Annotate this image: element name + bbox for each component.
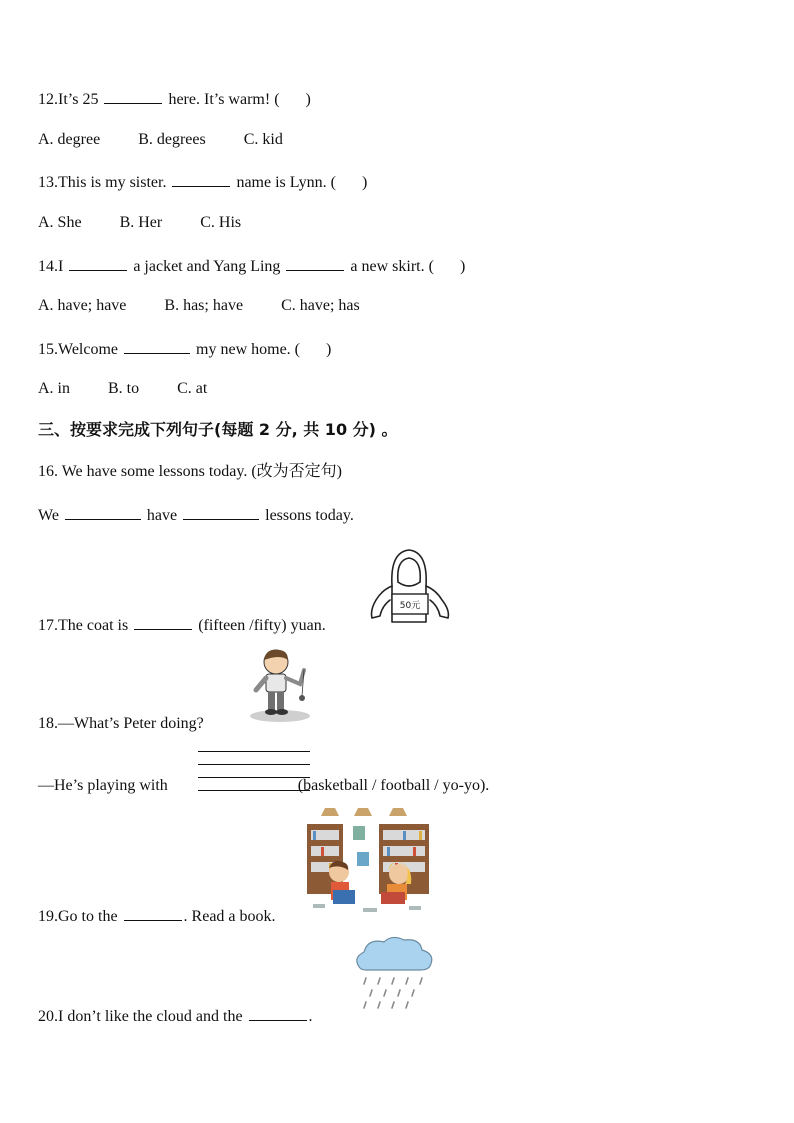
question-number: 19. — [38, 908, 58, 925]
question-text: Welcome — [58, 341, 123, 358]
question-17 — [38, 614, 326, 636]
option-a[interactable]: A. degree — [38, 131, 101, 148]
question-number: 16. — [38, 463, 62, 480]
question-number: 20. — [38, 1008, 58, 1025]
answer-blank[interactable] — [134, 614, 192, 630]
answer-blank[interactable] — [172, 171, 230, 187]
price-tag: 50元 — [399, 601, 421, 611]
options-13 — [38, 213, 279, 233]
answer-blank[interactable] — [124, 338, 190, 354]
question-text: . Read a book. — [183, 908, 276, 925]
question-18 — [38, 714, 204, 734]
question-number: 14. — [38, 258, 58, 275]
question-text: name is Lynn. ( — [232, 174, 336, 191]
answer-blank[interactable] — [104, 88, 162, 104]
answer-blank[interactable] — [249, 1005, 307, 1021]
question-text: a new skirt. ( — [346, 258, 434, 275]
option-b[interactable]: B. to — [108, 380, 140, 397]
answer-blank[interactable] — [65, 504, 141, 520]
question-text: The coat is — [58, 617, 133, 634]
answer-text: —He’s playing with — [38, 777, 172, 794]
question-text: This is my sister. — [58, 174, 171, 191]
option-c[interactable]: C. at — [177, 380, 208, 397]
option-c[interactable]: C. have; has — [281, 297, 360, 314]
question-text: It’s 25 — [58, 91, 103, 108]
option-c[interactable]: C. His — [200, 214, 242, 231]
question-text: ) — [326, 341, 332, 358]
question-16 — [38, 462, 342, 482]
answer-text: (basketball / football / yo-yo). — [293, 777, 490, 794]
options-15 — [38, 379, 245, 399]
question-19 — [38, 905, 276, 927]
answer-blank[interactable] — [69, 255, 127, 271]
answer-blank[interactable] — [286, 255, 344, 271]
question-number: 18. — [38, 715, 58, 732]
question-text: ) — [459, 258, 466, 275]
answer-blank[interactable] — [183, 504, 259, 520]
question-12 — [38, 88, 311, 110]
question-text: ) — [362, 174, 368, 191]
answer-16 — [38, 504, 354, 526]
question-text: Go to the — [58, 908, 122, 925]
question-text: here. It’s warm! ( — [164, 91, 280, 108]
answer-text: have — [142, 507, 182, 524]
question-text: my new home. ( — [192, 341, 300, 358]
question-text: (fifteen /fifty) yuan. — [194, 617, 326, 634]
question-20 — [38, 1005, 313, 1027]
option-b[interactable]: B. Her — [119, 214, 163, 231]
question-text: I don’t like the cloud and the — [58, 1008, 247, 1025]
option-a[interactable]: A. in — [38, 380, 70, 397]
option-a[interactable]: A. have; have — [38, 297, 127, 314]
boy-yoyo-illustration — [244, 646, 314, 724]
question-15 — [38, 338, 331, 360]
option-c[interactable]: C. kid — [243, 131, 283, 148]
section-3-heading: 三、按要求完成下列句子(每题 2 分, 共 10 分) 。 — [38, 420, 398, 439]
question-number: 17. — [38, 617, 58, 634]
question-number: 12. — [38, 91, 58, 108]
answer-18 — [38, 776, 489, 796]
option-b[interactable]: B. has; have — [164, 297, 244, 314]
question-14 — [38, 255, 465, 277]
question-number: 15. — [38, 341, 58, 358]
answer-text: We — [38, 507, 63, 524]
question-text: We have some lessons today. (改为否定句) — [61, 463, 343, 480]
options-12 — [38, 130, 321, 150]
answer-blank[interactable] — [124, 905, 182, 921]
question-13 — [38, 171, 367, 193]
option-b[interactable]: B. degrees — [138, 131, 206, 148]
question-text: . — [308, 1008, 313, 1025]
question-text: ) — [305, 91, 311, 108]
option-a[interactable]: A. She — [38, 214, 82, 231]
question-text: a jacket and Yang Ling — [129, 258, 285, 275]
question-text: —What’s Peter doing? — [58, 715, 204, 732]
rain-cloud-illustration — [350, 934, 436, 1016]
answer-text: lessons today. — [261, 507, 354, 524]
coat-illustration — [362, 544, 456, 630]
question-number: 13. — [38, 174, 58, 191]
library-illustration — [303, 804, 433, 922]
question-text: I — [58, 258, 68, 275]
options-14 — [38, 296, 398, 316]
